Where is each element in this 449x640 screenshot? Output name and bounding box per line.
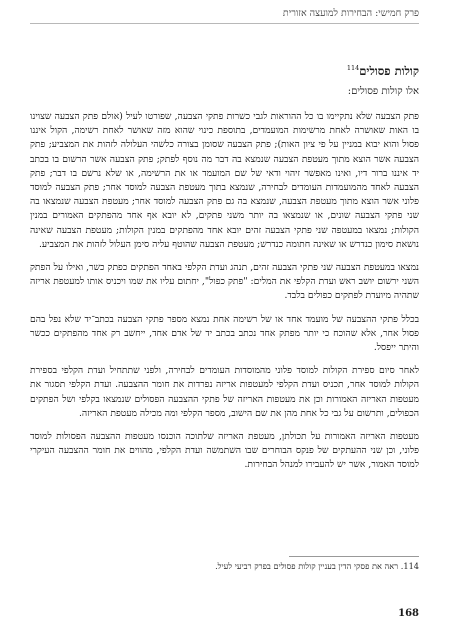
footnote-number: 114 — [403, 561, 419, 571]
page-number: 168 — [398, 608, 419, 619]
section-title — [30, 64, 419, 78]
body-text — [30, 110, 419, 482]
footnote-reference[interactable]: 114 — [346, 64, 360, 73]
paragraph-double-ballot: נמצאו במעטפת הצבעה שני פתקי הצבעה זהים, תנהג ועדת הקלפי באחד הפתקים כפתק כשר, ואילו על הפתק השני ירשום יושב ראש ועדת הקלפי את המלים: "פתק כפול", יחתום עליו את שמו ויכניס אותו למעטפת אריזה שתהיה מיועדת לפתקים כפולים בלבד. — [30, 262, 419, 302]
section-title-text: קולות פסולים — [359, 64, 419, 78]
footnote-text: ראה את פסקי הדין בעניין קולות פסולים בפרק רביעי לעיל. — [215, 561, 399, 571]
paragraph-disqualified-ballots: פתק הצבעה שלא נתקיימו בו כל ההוראות לגבי כשרות פתקי הצבעה, שפורטו לעיל (אולם פתק הצבעה שצוינו בו האות שאושרה לאחת מרשימות המועמדים, בתוספת כינוי שהוא מזה שאושר לאחת רשימה, הקול איננו פסול והוא יבוא במניין על פי ציון האות); פתק הצבעה שסומן בצורה כלשהי העלולה לזהות את המצביע; פתק הצבעה אשר הוצא מתוך מעטפת הצבעה שנמצא בה דבר מה נוסף לפתק; פתק הצבעה אשר הרשום בו בכתב יד איננו ברור דיו, ואינו מאפשר זיהוי ודאי של שם המועמד או את הרשימה, או שלא נרשם בו דבר; פתק הצבעה לאחד מהמועמדות העומדים לבחירה, שנמצא בתוך מעטפת הצבעה למוסד אחר; פתק הצבעה למוסד פלוני אשר הוצא מתוך מעטפת הצבעה, שנמצא בה גם פתק הצבעה למוסד אחר; מעטפת הצבעה שנמצאו בה שני פתקי הצבעה שונים, או שנמצאו בה יותר משני פתקים, לא יובא אף אחד מהפתקים האמורים במנין הקולות; נמצאו במעטפה שני פתקי הצבעה זהים יובא אחד מהפתקים במנין הקולות; מעטפת הצבעה שאינה נושאת סימון כנדרש או שאינה חתומה כנדרש; מעטפת הצבעה שהוטף עליה סימן העלול לזהות את המצביע. — [30, 111, 419, 250]
footnote: 114. ראה את פסקי הדין בעניין קולות פסולים בפרק רביעי לעיל. — [215, 561, 419, 571]
paragraph-voting-material: מעטפות האריזה האמורות על תכולתן, מעטפת האריזה שלתוכה הוכנסו מעטפות ההצבעה הפסולות למוסד פלוני, וכן שני ההעתקים של פנקס הבוחרים שבו השתמשה ועדת הקלפי, מהווים את חומר ההצבעה העיקרי למוסד האמור, אשר יש להעבירו למנהל הבחירות. — [30, 431, 419, 471]
paragraph-packing-envelopes: לאחר סיום ספירת הקולות למוסד פלוני מהמוסדות העומדים לבחירה, ולפני שתתחיל ועדת הקלפי בספירת הקולות למוסד אחר, תכניס ועדת הקלפי למעטפות אריזה נפרדות את חומר ההצבעה. ועדת הקלפי תסגור את מעטפות האריזה האמורות וכן את מעטפות האריזה של פתקי ההצבעה הפסולים שנמצאו בקלפי ושל הפתקים הכפולים, ותרשום על גבי כל אחת מהן את שם הישוב, מספר הקלפי ומה מכילה מעטפת האריזה. — [30, 365, 419, 419]
paragraph-handwritten-ballots: בכלל פתקי ההצבעה של מועמד אחד או של רשימה אחת נמצא מספר פתקי הצבעה בכתב־יד שלא נפל בהם פסול אחר, אלא שהוכח כי יותר מפתק אחד נכתב בכתב יד של אדם אחד, ייחשב רק אחד מהפתקים ככשר והיתר ייפסל. — [30, 313, 419, 354]
section-subtitle: אלו קולות פסולים: — [347, 86, 419, 97]
footnote-divider — [289, 556, 419, 557]
running-header: פרק חמישי: הבחירות למועצה אזורית — [30, 8, 419, 24]
